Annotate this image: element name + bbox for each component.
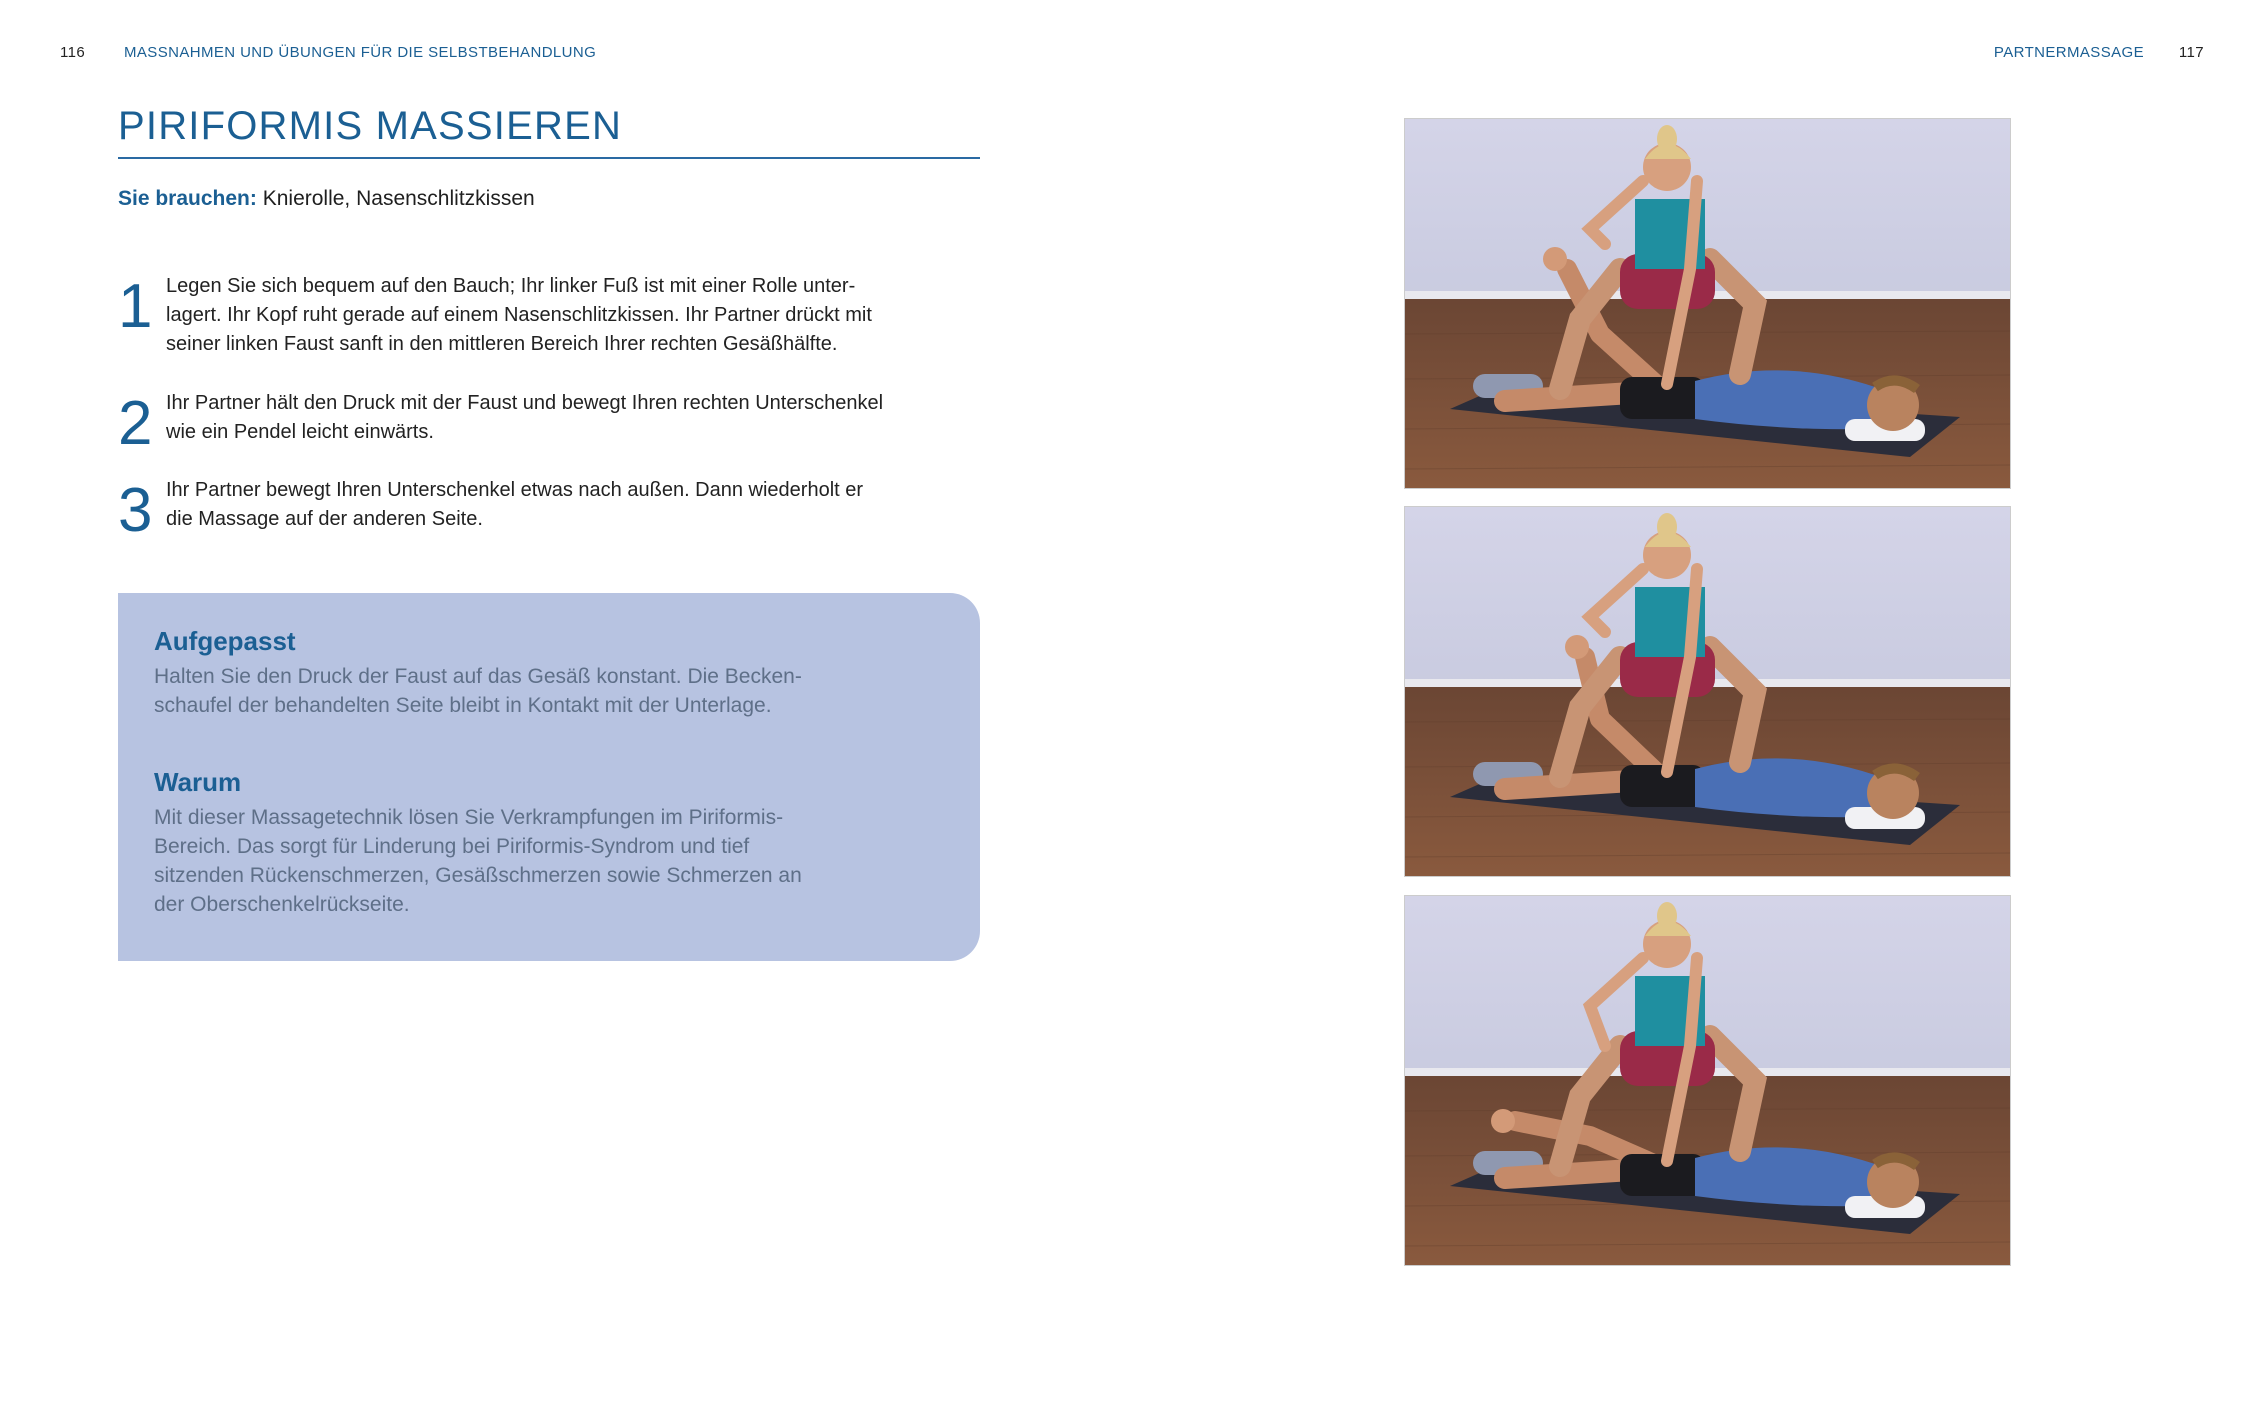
step-text-line: seiner linken Faust sanft in den mittleren Bereich Ihrer rechten Gesäßhälfte. (166, 333, 838, 355)
photo-step-3 (1404, 895, 2011, 1266)
step-text-line: lagert. Ihr Kopf ruht gerade auf einem Nasenschlitzkissen. Ihr Partner drückt mit (166, 304, 872, 326)
step-number: 1 (118, 272, 153, 341)
warum-line: der Oberschenkelrückseite. (154, 893, 410, 916)
photo-step-2 (1404, 506, 2011, 877)
photo-illustration (1405, 896, 2011, 1266)
warum-line: Bereich. Das sorgt für Linderung bei Piriformis-Syndrom und tief (154, 835, 750, 858)
warum-line: Mit dieser Massagetechnik lösen Sie Verkrampfungen im Piriformis- (154, 806, 784, 829)
step-text (166, 272, 988, 359)
photo-step-1 (1404, 118, 2011, 489)
photo-illustration (1405, 507, 2011, 877)
left-running-title: MASSNAHMEN UND ÜBUNGEN FÜR DIE SELBSTBEHANDLUNG (124, 44, 597, 61)
warum-heading: Warum (154, 767, 242, 797)
step-text-line: Ihr Partner hält den Druck mit der Faust und bewegt Ihren rechten Unterschenkel (166, 392, 884, 414)
step-number: 3 (118, 476, 153, 545)
warum-text (154, 803, 954, 919)
warum-line: sitzenden Rückenschmerzen, Gesäßschmerzen sowie Schmerzen an (154, 864, 802, 887)
requirements-line (118, 187, 535, 211)
photo-illustration (1405, 119, 2011, 489)
info-box (118, 593, 980, 961)
aufgepasst-line: Halten Sie den Druck der Faust auf das Gesäß konstant. Die Becken- (154, 665, 802, 688)
right-page-number: 117 (2178, 44, 2204, 61)
step-text (166, 476, 988, 534)
step-text-line: die Massage auf der anderen Seite. (166, 508, 483, 530)
aufgepasst-heading: Aufgepasst (154, 626, 296, 656)
right-running-title: PARTNERMASSAGE (1993, 44, 2144, 61)
step-text (166, 389, 988, 447)
step-text-line: Ihr Partner bewegt Ihren Unterschenkel etwas nach außen. Dann wiederholt er (166, 479, 864, 501)
left-page-number: 116 (60, 44, 86, 61)
aufgepasst-line: schaufel der behandelten Seite bleibt in Kontakt mit der Unterlage. (154, 694, 772, 717)
step-number: 2 (118, 389, 153, 458)
aufgepasst-text (154, 662, 954, 720)
requirements-label: Sie brauchen: (118, 187, 257, 210)
step-text-line: wie ein Pendel leicht einwärts. (166, 421, 434, 443)
step-text-line: Legen Sie sich bequem auf den Bauch; Ihr linker Fuß ist mit einer Rolle unter- (166, 275, 856, 297)
page-title: PIRIFORMIS MASSIEREN (118, 104, 980, 159)
requirements-items: Knierolle, Nasenschlitzkissen (262, 187, 535, 210)
